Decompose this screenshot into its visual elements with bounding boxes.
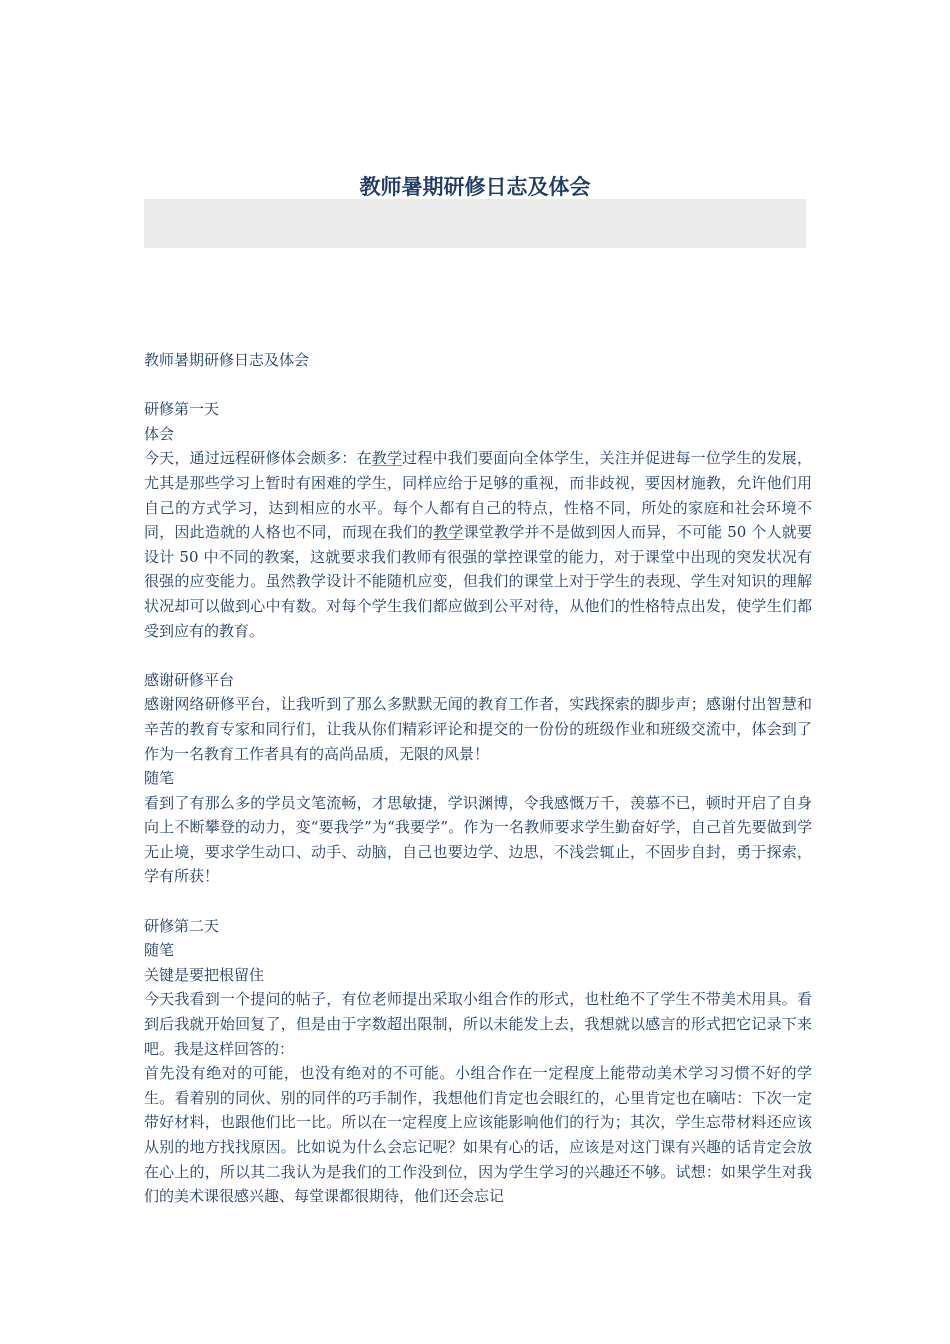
document-title: 教师暑期研修日志及体会: [359, 175, 591, 199]
document-body: [144, 348, 812, 1209]
blank-line: [144, 643, 812, 668]
day1-section1-paragraph: [144, 446, 812, 643]
day2-section1-heading: 随笔: [144, 941, 175, 960]
day2-section1-paragraph: 今天我看到一个提问的帖子，有位老师提出采取小组合作的形式，也杜绝不了学生不带美术用具。看到后我就开始回复了，但是由于字数超出限制，所以未能发上去，我想就以感言的形式把它记录下来吧。我是这样回答的：: [144, 990, 812, 1058]
day2-section1-paragraph2: 首先没有绝对的可能，也没有绝对的不可能。小组合作在一定程度上能带动美术学习习惯不好的学生。看着别的同伙、别的同伴的巧手制作，我想他们肯定也会眼红的，心里肯定也在嘀咕：下次一定带好材料，也跟他们比一比。所以在一定程度上应该能影响他们的行为；其次，学生忘带材料还应该从别的地方找找原因。比如说为什么会忘记呢？如果有心的话，应该是对这门课有兴趣的话肯定会放在心上的，所以其二我认为是我们的工作没到位，因为学生学习的兴趣还不够。试想：如果学生对我们的美术课很感兴趣、每堂课都很期待，他们还会忘记: [144, 1064, 812, 1206]
paragraph-text: 今天，通过远程研修体会颇多：在: [144, 449, 372, 468]
day2-label: 研修第二天: [144, 916, 220, 935]
day2-section1-subheading: 关键是要把根留住: [144, 965, 265, 984]
day1-label: 研修第一天: [144, 400, 220, 419]
day1-section2-paragraph: 感谢网络研修平台，让我听到了那么多默默无闻的教育工作者，实践探索的脚步声；感谢付出智慧和辛苦的教育专家和同行们，让我从你们精彩评论和提交的一份份的班级作业和班级交流中，体会到了作为一名教育工作者具有的高尚品质，无限的风景！: [144, 695, 812, 763]
paragraph-text: 过程中我们要面向全体学生，关注并促进每一位学生的发展，尤其是那些学习上暂时有困难的学生，同样应给于足够的重视，而非歧视，要因材施教，允许他们用自己的方式学习，达到相应的水平。每个人都有自己的特点，性格不同，所处的家庭和社会环境不同，因此造就的人格也不同，而现在我们的: [144, 449, 812, 542]
blank-line: [144, 373, 812, 398]
day1-section2-heading: 感谢研修平台: [144, 670, 235, 689]
day1-section3-paragraph: 看到了有那么多的学员文笔流畅，才思敏捷，学识渊博，令我感慨万千，羡慕不已，顿时开启了自身向上不断攀登的动力，变“要我学”为“我要学”。作为一名教师要求学生勤奋好学，自己首先要做到学无止境，要求学生动口、动手、动脑，自己也要边学、边思，不浅尝辄止，不固步自封，勇于探索，学有所获！: [144, 793, 812, 886]
title-banner-placeholder: [144, 199, 806, 248]
body-heading: 教师暑期研修日志及体会: [144, 351, 310, 369]
blank-line: [144, 889, 812, 914]
day1-section3-heading: 随笔: [144, 769, 175, 788]
teaching-link[interactable]: 教学: [371, 449, 403, 468]
paragraph-text: 课堂教学并不是做到因人而异，不可能 50 个人就要设计 50 中不同的教案，这就要求我们教师有很强的掌控课堂的能力，对于课堂中出现的突发状况有很强的应变能力。虽然教学设计不能随机应变，但我们的课堂上对于学生的表现、学生对知识的理解状况却可以做到心中有数。对每个学生我们都应做到公平对待，从他们的性格特点出发，使学生们都受到应有的教育。: [144, 523, 812, 640]
day1-section1-heading: 体会: [144, 424, 175, 443]
teaching-link[interactable]: 教学: [433, 523, 464, 542]
